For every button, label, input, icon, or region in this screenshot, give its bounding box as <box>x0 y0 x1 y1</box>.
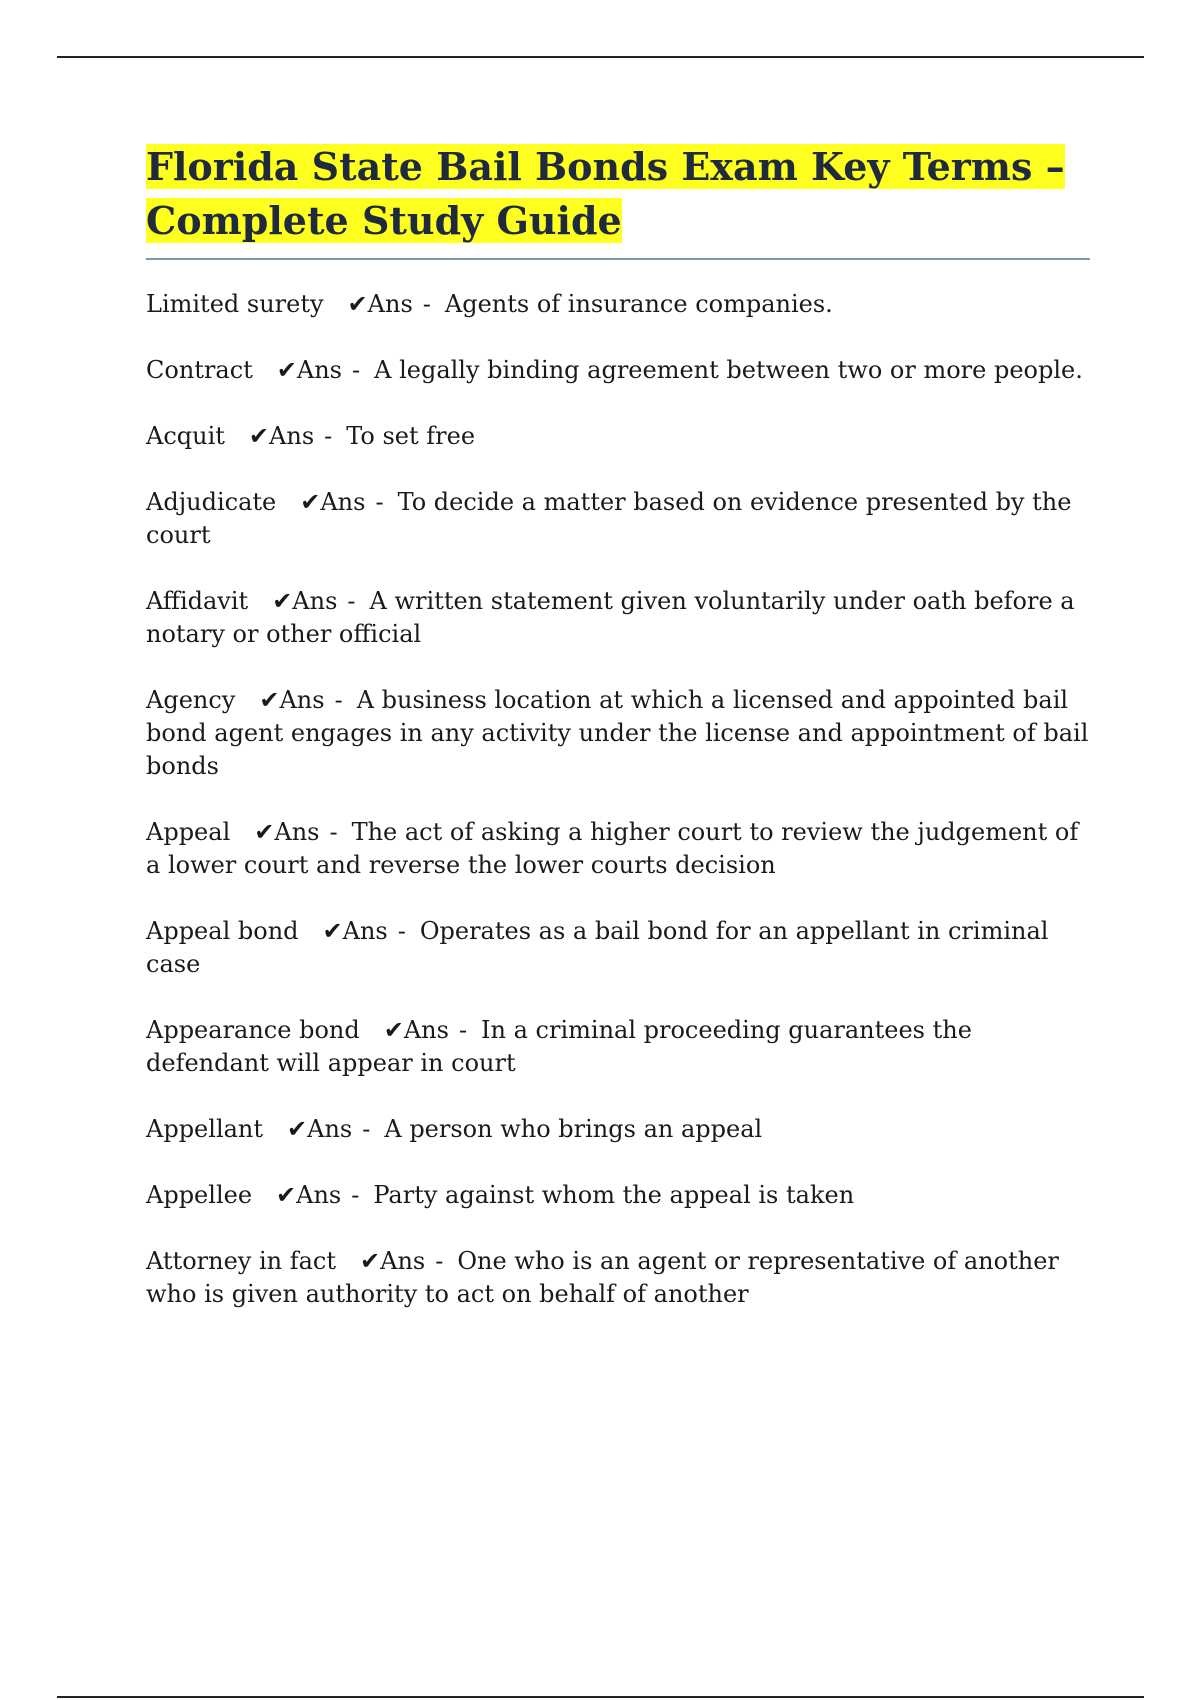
term-name: Attorney in fact <box>146 1247 337 1275</box>
term-name: Adjudicate <box>146 488 277 516</box>
answer-marker: ✔Ans <box>322 917 388 945</box>
term-definition: One who is an agent or representative of another who is given authority to act on behalf of another <box>146 1247 1059 1308</box>
term-definition: A written statement given voluntarily under oath before a notary or other official <box>146 587 1075 648</box>
term-name: Affidavit <box>146 587 249 615</box>
page-top-rule <box>57 56 1144 58</box>
term-definition: Party against whom the appeal is taken <box>373 1181 855 1209</box>
term-name: Appearance bond <box>146 1016 360 1044</box>
separator: - <box>397 917 406 945</box>
term-definition: A legally binding agreement between two or more people. <box>374 356 1083 384</box>
answer-marker: ✔Ans <box>287 1115 353 1143</box>
term-name: Contract <box>146 356 253 384</box>
term-entry <box>146 486 1090 552</box>
term-name: Appeal bond <box>146 917 299 945</box>
document-title <box>146 140 1090 248</box>
term-entry <box>146 420 1090 453</box>
answer-marker: ✔Ans <box>347 290 413 318</box>
term-entry <box>146 354 1090 387</box>
term-definition: A business location at which a licensed and appointed bail bond agent engages in any activity under the license and appointment of bail bonds <box>146 686 1089 780</box>
term-definition: To set free <box>346 422 476 450</box>
term-definition: Operates as a bail bond for an appellant in criminal case <box>146 917 1049 978</box>
separator: - <box>375 488 384 516</box>
title-underline <box>146 258 1090 260</box>
term-entry <box>146 684 1090 783</box>
term-name: Limited surety <box>146 290 324 318</box>
term-definition: To decide a matter based on evidence presented by the court <box>146 488 1072 549</box>
page-bottom-rule <box>57 1696 1144 1698</box>
term-name: Agency <box>146 686 236 714</box>
term-entry <box>146 1014 1090 1080</box>
term-entry <box>146 585 1090 651</box>
answer-marker: ✔Ans <box>300 488 366 516</box>
separator: - <box>352 356 361 384</box>
answer-marker: ✔Ans <box>254 818 320 846</box>
separator: - <box>435 1247 444 1275</box>
separator: - <box>351 1181 360 1209</box>
term-entry <box>146 915 1090 981</box>
term-entry <box>146 1113 1090 1146</box>
term-definition: Agents of insurance companies. <box>444 290 833 318</box>
term-entry <box>146 816 1090 882</box>
answer-marker: ✔Ans <box>272 587 338 615</box>
document-title-text: Florida State Bail Bonds Exam Key Terms – Complete Study Guide <box>146 144 1065 243</box>
term-entry <box>146 288 1090 321</box>
answer-marker: ✔Ans <box>276 356 342 384</box>
separator: - <box>324 422 333 450</box>
separator: - <box>422 290 431 318</box>
term-definition: The act of asking a higher court to review the judgement of a lower court and reverse the lower courts decision <box>146 818 1079 879</box>
term-name: Acquit <box>146 422 225 450</box>
term-entry <box>146 1245 1090 1311</box>
answer-marker: ✔Ans <box>259 686 325 714</box>
term-definition: A person who brings an appeal <box>384 1115 763 1143</box>
answer-marker: ✔Ans <box>360 1247 426 1275</box>
term-name: Appellant <box>146 1115 264 1143</box>
term-definition: In a criminal proceeding guarantees the defendant will appear in court <box>146 1016 972 1077</box>
separator: - <box>329 818 338 846</box>
answer-marker: ✔Ans <box>383 1016 449 1044</box>
document-body <box>146 140 1090 1344</box>
answer-marker: ✔Ans <box>248 422 315 450</box>
term-list <box>146 288 1090 1311</box>
answer-marker: ✔Ans <box>276 1181 342 1209</box>
term-name: Appeal <box>146 818 231 846</box>
term-name: Appellee <box>146 1181 253 1209</box>
term-entry <box>146 1179 1090 1212</box>
separator: - <box>334 686 343 714</box>
separator: - <box>362 1115 371 1143</box>
separator: - <box>458 1016 468 1044</box>
separator: - <box>347 587 356 615</box>
